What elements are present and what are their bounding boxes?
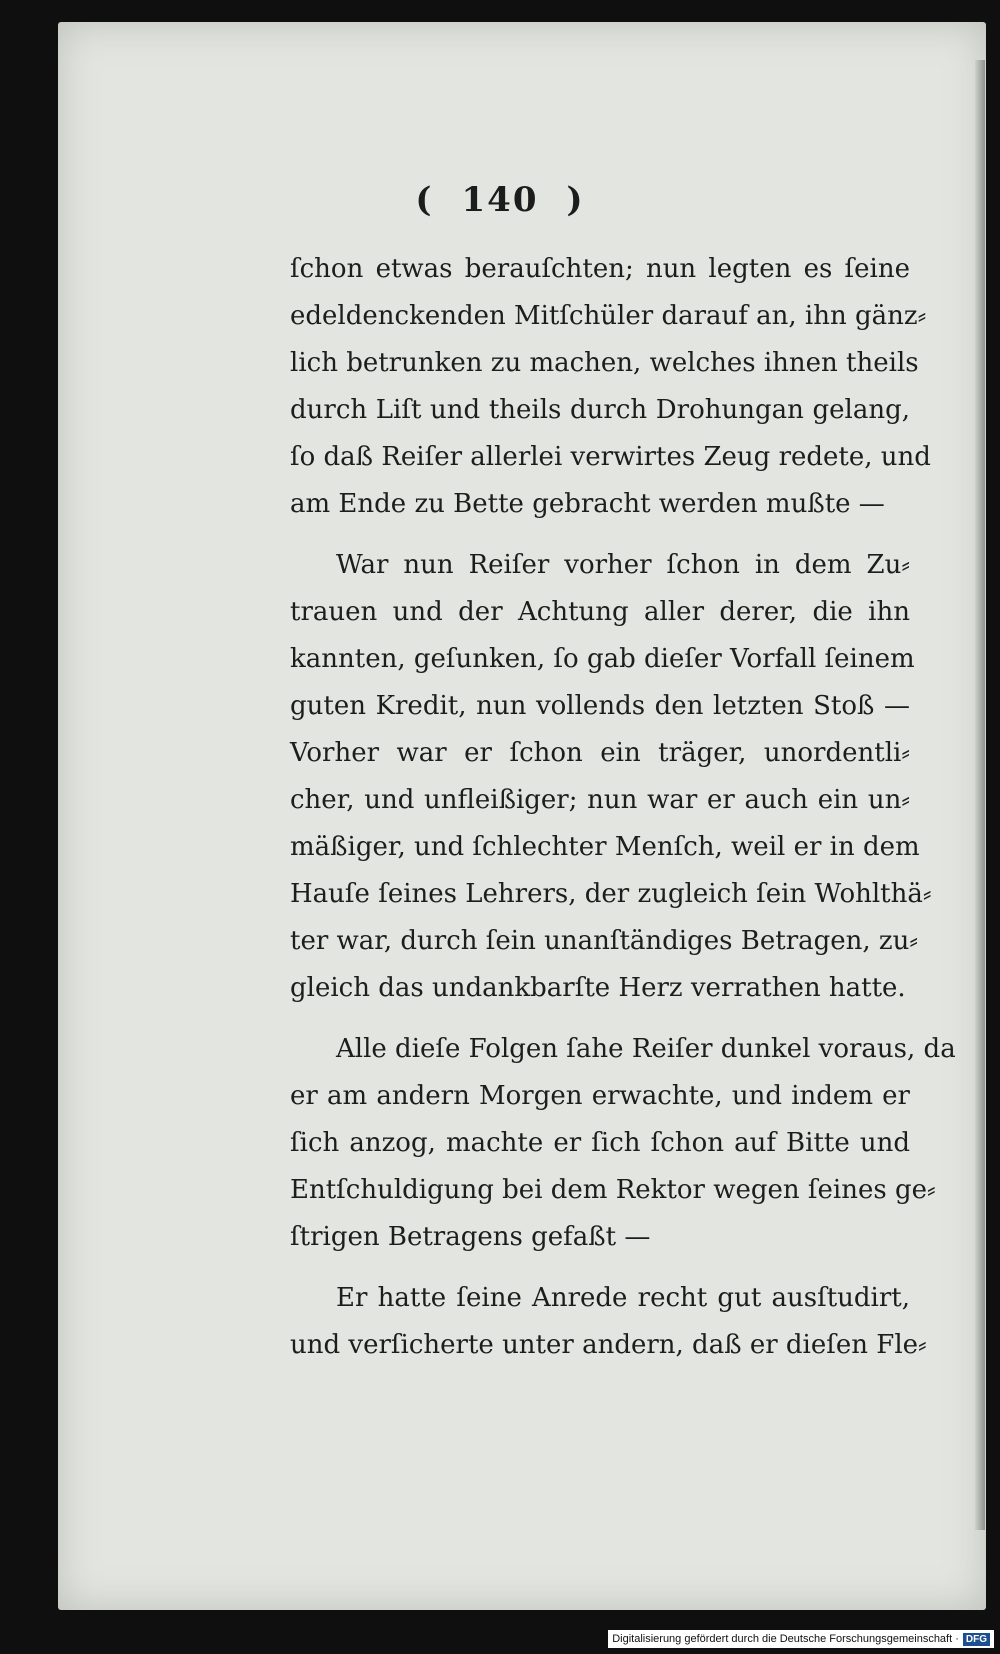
text-line: Hauſe ſeines Lehrers, der zugleich ſein Wohlthä⸗ (290, 879, 932, 909)
page-number-value: 140 (461, 180, 539, 220)
text-line: ſo daß Reiſer allerlei verwirtes Zeug redete, und (290, 442, 931, 472)
text-line: und verſicherte unter andern, daß er dieſen Fle⸗ (290, 1330, 927, 1360)
text-line: ſchon etwas berauſchten; nun legten es ſeine (290, 254, 910, 284)
text-line: kannten, geſunken, ſo gab dieſer Vorfall ſeinem (290, 644, 915, 674)
text-line: gleich das undankbarſte Herz verrathen hatte. (290, 973, 906, 1003)
text-line: guten Kredit, nun vollends den letzten Stoß — (290, 691, 910, 721)
paragraph-3 (290, 1026, 956, 1261)
text-line: Vorher war er ſchon ein träger, unordentli⸗ (290, 738, 910, 768)
text-line: durch Liſt und theils durch Drohungan gelang, (290, 395, 910, 425)
text-line: lich betrunken zu machen, welches ihnen theils (290, 348, 919, 378)
page-edge (975, 60, 985, 1530)
digitization-credit (608, 1630, 994, 1648)
paragraph-2 (290, 542, 932, 1012)
text-line: War nun Reiſer vorher ſchon in dem Zu⸗ (336, 550, 910, 580)
text-line: trauen und der Achtung aller derer, die ihn (290, 597, 910, 627)
body-text (290, 246, 956, 1369)
text-line: Alle dieſe Folgen ſahe Reiſer dunkel voraus, da (336, 1034, 956, 1064)
text-line: edeldenckenden Mitſchüler darauf an, ihn gänz⸗ (290, 301, 927, 331)
text-line: er am andern Morgen erwachte, und indem er (290, 1081, 910, 1111)
text-line: cher, und unfleißiger; nun war er auch ein un⸗ (290, 785, 910, 815)
text-line: mäßiger, und ſchlechter Menſch, weil er in dem (290, 832, 920, 862)
dfg-logo-icon: DFG (963, 1633, 990, 1646)
page-number (0, 180, 1000, 220)
credit-text: Digitalisierung gefördert durch die Deutsche Forschungsgemeinschaft · (612, 1633, 959, 1645)
page-number-paren-open: ( (415, 180, 434, 220)
paragraph-1 (290, 246, 931, 528)
text-line: Er hatte ſeine Anrede recht gut ausſtudirt, (336, 1283, 910, 1313)
text-line: Entſchuldigung bei dem Rektor wegen ſeines ge⸗ (290, 1175, 936, 1205)
paragraph-4 (290, 1275, 927, 1369)
text-line: ſich anzog, machte er ſich ſchon auf Bitte und (290, 1128, 910, 1158)
text-line: am Ende zu Bette gebracht werden mußte — (290, 489, 885, 519)
text-line: ſtrigen Betragens gefaßt — (290, 1222, 651, 1252)
text-line: ter war, durch ſein unanſtändiges Betragen, zu⸗ (290, 926, 919, 956)
page-number-paren-close: ) (566, 180, 585, 220)
